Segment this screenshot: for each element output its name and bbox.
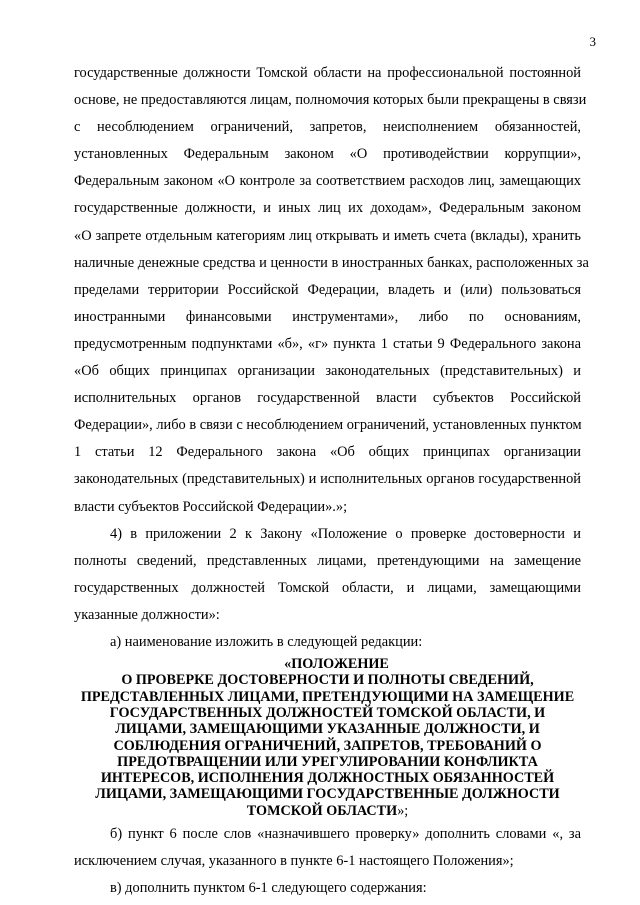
text-line: установленных Федеральным законом «О противодействии коррупции», [74, 146, 581, 163]
text-line: исполнительных органов государственной власти субъектов Российской [74, 390, 581, 407]
text-line: государственные должности Томской области на профессиональной постоянной [74, 65, 581, 81]
title-line: ИНТЕРЕСОВ, ИСПОЛНЕНИЯ ДОЛЖНОСТНЫХ ОБЯЗАННОСТЕЙ [100, 770, 555, 787]
paragraph-item-b [74, 821, 581, 875]
title-line: СОБЛЮДЕНИЯ ОГРАНИЧЕНИЙ, ЗАПРЕТОВ, ТРЕБОВАНИЙ О [113, 737, 542, 754]
title-line: «ПОЛОЖЕНИЕ [284, 656, 389, 673]
text-line: Федеральным законом «О контроле за соответствием расходов лиц, замещающих [74, 173, 581, 190]
paragraph-continuation [74, 60, 589, 521]
text-line: власти субъектов Российской Федерации».»; [74, 498, 348, 515]
text-line: предусмотренным подпунктами «б», «г» пункта 1 статьи 9 Федерального закона [74, 335, 581, 352]
text-line: иностранными финансовыми инструментами», либо по основаниям, [74, 308, 581, 325]
document-body [74, 60, 589, 902]
text-line: законодательных (представительных) и исполнительных органов государственной [74, 471, 581, 488]
title-line: ПРЕДСТАВЛЕННЫХ ЛИЦАМИ, ПРЕТЕНДУЮЩИМИ НА ЗАМЕЩЕНИЕ [80, 688, 575, 705]
quoted-title [74, 656, 581, 819]
text-line: исключением случая, указанного в пункте 6-1 настоящего Положения»; [74, 853, 514, 870]
text-line: 1 статьи 12 Федерального закона «Об общих принципах организации [74, 444, 581, 461]
text-line: «О запрете отдельным категориям лиц открывать и иметь счета (вклады), хранить [74, 227, 581, 244]
title-line: ЛИЦАМИ, ЗАМЕЩАЮЩИМИ ГОСУДАРСТВЕННЫЕ ДОЛЖНОСТИ [95, 786, 560, 803]
paragraph-item-a: а) наименование изложить в следующей редакции: [110, 633, 423, 650]
text-line: указанные должности»: [74, 606, 220, 623]
text-line: наличные денежные средства и ценности в иностранных банках, расположенных за [74, 254, 589, 271]
text-line: с несоблюдением ограничений, запретов, неисполнением обязанностей, [74, 119, 581, 136]
text-line: Федерации», либо в связи с несоблюдением ограничений, установленных пунктом [74, 417, 582, 434]
text-line: государственных должностей Томской области, и лицами, замещающими [74, 579, 581, 596]
text-line: «Об общих принципах организации законодательных (представительных) и [74, 363, 581, 380]
text-line: государственные должности, и иных лиц их доходам», Федеральным законом [74, 200, 581, 217]
title-text: ТОМСКОЙ ОБЛАСТИ [246, 802, 398, 819]
text-line: полноты сведений, представленных лицами, претендующими на замещение [74, 552, 581, 569]
text-line: б) пункт 6 после слов «назначившего проверку» дополнить словами «, за [110, 826, 581, 843]
paragraph-item-4 [74, 521, 581, 629]
text-line: 4) в приложении 2 к Закону «Положение о проверке достоверности и [110, 525, 581, 542]
title-line: ПРЕДОТВРАЩЕНИИ ИЛИ УРЕГУЛИРОВАНИИ КОНФЛИКТА [117, 753, 538, 770]
text-line: пределами территории Российской Федерации, владеть и (или) пользоваться [74, 281, 581, 298]
title-line: ГОСУДАРСТВЕННЫХ ДОЛЖНОСТЕЙ ТОМСКОЙ ОБЛАСТИ, И [109, 704, 546, 721]
paragraph-item-c: в) дополнить пунктом 6-1 следующего содержания: [110, 880, 427, 897]
title-line: ЛИЦАМИ, ЗАМЕЩАЮЩИМИ УКАЗАННЫЕ ДОЛЖНОСТИ, И [115, 721, 540, 738]
text-line: основе, не предоставляются лицам, полномочия которых были прекращены в связи [74, 92, 587, 109]
title-line: О ПРОВЕРКЕ ДОСТОВЕРНОСТИ И ПОЛНОТЫ СВЕДЕНИЙ, [121, 672, 534, 689]
title-closing-quote: »; [397, 802, 409, 819]
title-line-last [74, 803, 581, 819]
page-number: 3 [589, 34, 596, 49]
